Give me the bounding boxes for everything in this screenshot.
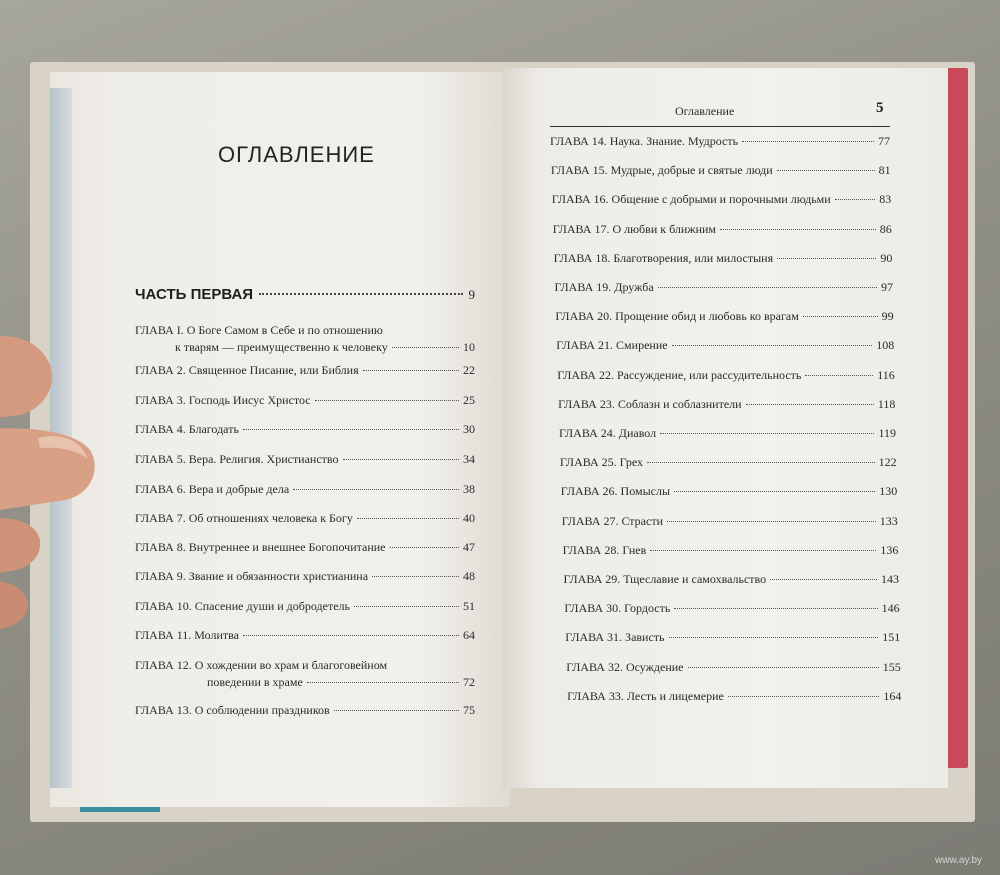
entry-label: ГЛАВА 27. Страсти <box>561 513 663 528</box>
entry-page: 72 <box>463 675 475 689</box>
entry-page: 22 <box>463 363 475 377</box>
entry-label-line1: ГЛАВА I. О Боге Самом в Себе и по отношению <box>135 323 383 337</box>
leader-dots <box>334 710 459 711</box>
leader-dots <box>363 370 459 371</box>
entry-label: ГЛАВА 32. Осуждение <box>566 659 684 674</box>
leader-dots <box>647 462 875 463</box>
leader-dots <box>392 347 459 348</box>
entry-page: 34 <box>463 452 475 466</box>
entry-label-line2: поведении в храме <box>207 675 303 689</box>
entry-page: 108 <box>876 338 895 353</box>
toc-entry <box>559 425 896 441</box>
page-number: 5 <box>876 100 884 116</box>
entry-label: ГЛАВА 24. Диавол <box>559 426 657 440</box>
header-rule <box>550 126 890 127</box>
toc-entry <box>564 600 899 616</box>
running-header: Оглавление <box>675 104 735 118</box>
toc-title: ОГЛАВЛЕНИЕ <box>218 142 375 167</box>
leader-dots <box>777 258 876 259</box>
entry-label-line2: к тварям — преимущественно к человеку <box>175 340 388 354</box>
entry-page: 119 <box>878 426 896 440</box>
leader-dots <box>674 608 877 609</box>
entry-page: 47 <box>463 540 475 554</box>
toc-entry <box>135 362 475 378</box>
entry-page: 133 <box>879 513 898 528</box>
toc-entry <box>135 627 475 643</box>
leader-dots <box>805 375 873 376</box>
entry-label: ГЛАВА 20. Прощение обид и любовь ко врагам <box>555 309 799 324</box>
entry-label: ГЛАВА 5. Вера. Религия. Христианство <box>135 452 339 466</box>
part-one-label: ЧАСТЬ ПЕРВАЯ <box>135 286 254 303</box>
leader-dots <box>803 316 878 317</box>
entry-page: 40 <box>463 511 475 525</box>
toc-entry <box>135 568 475 584</box>
toc-entry <box>135 392 475 408</box>
leader-dots <box>372 576 459 577</box>
entry-page: 122 <box>878 455 897 470</box>
entry-label: ГЛАВА 14. Наука. Знание. Мудрость <box>550 134 739 148</box>
leader-dots <box>777 170 875 171</box>
toc-entry <box>557 367 895 383</box>
entry-page: 146 <box>881 601 900 616</box>
part-one-page: 9 <box>468 287 475 302</box>
toc-entry <box>561 483 897 499</box>
entry-label: ГЛАВА 18. Благотворения, или милостыня <box>553 250 774 265</box>
leader-dots <box>742 141 874 142</box>
entry-label: ГЛАВА 17. О любви к ближним <box>552 221 717 236</box>
leader-dots <box>720 229 876 230</box>
toc-entry <box>135 539 475 555</box>
toc-entry <box>555 308 893 324</box>
entry-page: 151 <box>882 630 901 645</box>
entry-label: ГЛАВА 4. Благодать <box>135 422 239 436</box>
toc-entry <box>551 162 891 178</box>
entry-page: 83 <box>879 192 892 207</box>
leader-dots <box>660 433 874 434</box>
leader-dots <box>835 199 876 200</box>
entry-label: ГЛАВА 21. Смирение <box>556 338 668 353</box>
entry-page: 86 <box>879 221 892 236</box>
left-page <box>50 72 510 807</box>
entry-label: ГЛАВА 25. Грех <box>559 455 643 470</box>
leader-dots <box>307 682 459 683</box>
entry-label: ГЛАВА 11. Молитва <box>135 628 240 642</box>
leader-dots <box>667 521 876 522</box>
hand-holding-book <box>0 320 100 680</box>
leader-dots <box>243 429 459 430</box>
entry-page: 48 <box>463 569 475 583</box>
entry-label: ГЛАВА 29. Тщеславие и самохвальство <box>563 572 767 586</box>
entry-label: ГЛАВА 15. Мудрые, добрые и святые люди <box>550 163 773 178</box>
toc-entry <box>552 191 891 207</box>
entry-page: 64 <box>463 628 475 642</box>
entry-page: 118 <box>877 396 896 411</box>
entry-page: 90 <box>880 250 893 265</box>
entry-label: ГЛАВА 22. Рассуждение, или рассудительность <box>557 367 802 382</box>
entry-page: 143 <box>881 572 899 586</box>
toc-entry <box>135 421 475 437</box>
entry-label: ГЛАВА 19. Дружба <box>554 280 654 294</box>
toc-entry <box>554 250 893 266</box>
entry-label: ГЛАВА 9. Звание и обязанности христианина <box>135 569 369 583</box>
leader-dots <box>357 518 459 519</box>
toc-entry <box>553 221 892 237</box>
entry-label: ГЛАВА 31. Зависть <box>565 630 665 645</box>
leader-dots <box>390 547 459 548</box>
entry-label: ГЛАВА 8. Внутреннее и внешнее Богопочитание <box>135 540 386 554</box>
toc-entry <box>562 513 898 529</box>
entry-label: ГЛАВА 23. Соблазн и соблазнители <box>558 396 742 411</box>
entry-label: ГЛАВА 13. О соблюдении праздников <box>135 703 330 717</box>
leader-dots <box>658 287 877 288</box>
leader-dots <box>674 491 875 492</box>
leader-dots <box>669 637 879 638</box>
entry-page: 116 <box>877 367 895 382</box>
leader-dots <box>728 696 880 697</box>
toc-entry <box>135 451 475 467</box>
toc-entry <box>558 396 895 412</box>
entry-label: ГЛАВА 30. Гордость <box>564 601 671 616</box>
entry-label: ГЛАВА 28. Гнев <box>562 542 647 557</box>
entry-label: ГЛАВА 2. Священное Писание, или Библия <box>135 363 359 377</box>
entry-page: 51 <box>463 599 475 613</box>
entry-page: 136 <box>880 542 899 557</box>
entry-label: ГЛАВА 7. Об отношениях человека к Богу <box>135 511 353 525</box>
entry-page: 25 <box>463 393 475 407</box>
leader-dots <box>315 400 459 401</box>
entry-label: ГЛАВА 26. Помыслы <box>560 484 671 499</box>
leader-dots <box>770 579 877 580</box>
entry-label: ГЛАВА 33. Лесть и лицемерие <box>567 688 724 703</box>
toc-entry-chapter-1 <box>135 322 475 356</box>
entry-page: 155 <box>882 659 901 674</box>
leader-dots <box>243 635 459 636</box>
entry-page: 81 <box>878 163 891 178</box>
leader-dots <box>259 293 462 295</box>
toc-entry <box>555 279 894 295</box>
entry-label: ГЛАВА 3. Господь Иисус Христос <box>135 393 311 407</box>
toc-entry <box>566 659 901 675</box>
entry-page: 97 <box>881 280 893 294</box>
entry-label: ГЛАВА 10. Спасение души и добродетель <box>135 599 350 613</box>
entry-page: 130 <box>879 484 898 499</box>
part-one-entry <box>135 286 475 303</box>
toc-entry <box>565 629 900 645</box>
toc-entry <box>135 598 475 614</box>
toc-entry <box>135 702 475 718</box>
toc-entry <box>135 510 475 526</box>
entry-label: ГЛАВА 16. Общение с добрыми и порочными людьми <box>551 192 831 207</box>
toc-entry <box>564 571 900 587</box>
entry-label: ГЛАВА 6. Вера и добрые дела <box>135 482 290 496</box>
leader-dots <box>354 606 459 607</box>
toc-entry <box>560 454 897 470</box>
leader-dots <box>672 345 873 346</box>
leader-dots <box>650 550 876 551</box>
entry-page: 99 <box>881 309 894 324</box>
entry-page: 30 <box>463 422 475 436</box>
leader-dots <box>746 404 874 405</box>
leader-dots <box>293 489 459 490</box>
entry-label-line1: ГЛАВА 12. О хождении во храм и благоговейном <box>135 658 388 672</box>
toc-entry <box>567 688 901 704</box>
entry-page: 10 <box>463 340 475 354</box>
toc-entry <box>135 481 475 497</box>
toc-entry <box>556 337 894 353</box>
toc-entry-chapter-12 <box>135 657 475 691</box>
entry-page: 77 <box>878 134 890 148</box>
entry-page: 38 <box>463 482 475 496</box>
entry-page: 164 <box>883 688 902 703</box>
toc-entry <box>563 542 899 558</box>
toc-entry <box>550 133 890 149</box>
leader-dots <box>343 459 459 460</box>
entry-page: 75 <box>463 703 475 717</box>
leader-dots <box>688 667 879 668</box>
watermark: www.ay.by <box>935 855 983 866</box>
